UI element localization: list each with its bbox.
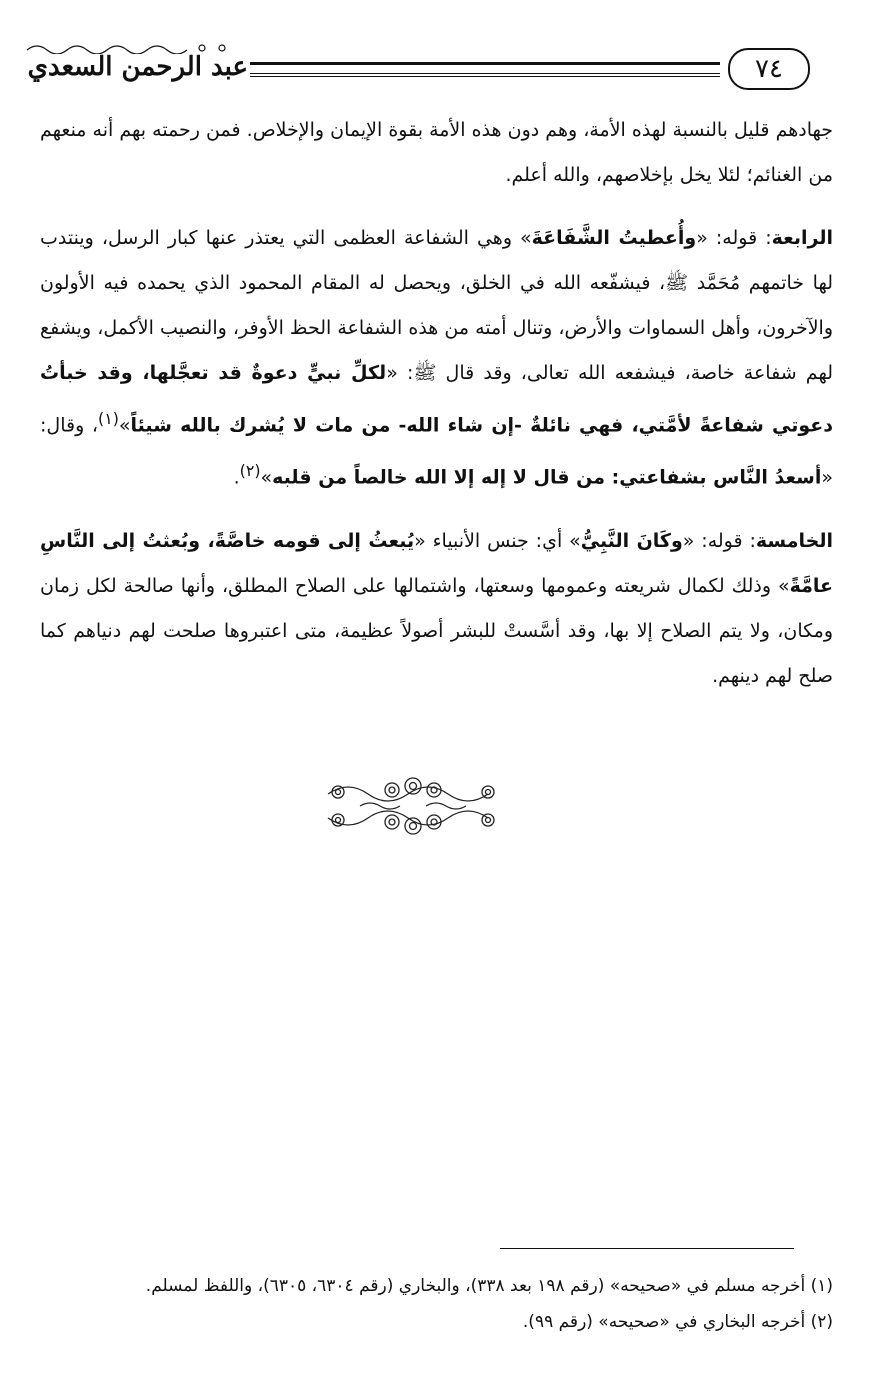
quote-shafaa: وأُعطيتُ الشَّفَاعَةَ bbox=[531, 227, 697, 249]
page-header bbox=[20, 44, 820, 100]
text-segment: » أي: جنس الأنبياء « bbox=[414, 529, 581, 552]
section-divider-ornament-icon bbox=[320, 772, 506, 838]
main-text bbox=[40, 108, 833, 699]
footnote-separator bbox=[500, 1248, 794, 1249]
page-number: ٧٤ bbox=[728, 48, 810, 90]
text-segment: » bbox=[118, 414, 131, 437]
running-head bbox=[22, 48, 252, 92]
point-label-fourth: الرابعة bbox=[771, 227, 833, 249]
text-segment: » وذلك لكمال شريعته وعمومها وسعتها، واشتمالها على الصلاح المطلق، وأنها صالحة لكل زمان ومكان، ولا يتم الصلاح إلا بها، وقد أسَّستْ للبشر أصولاً عظيمة، متى اعتبروها صلحت لهم دنياهم كما صلح لهم دينهم. bbox=[40, 574, 833, 687]
point-label-fifth: الخامسة bbox=[755, 529, 833, 552]
text-segment: . bbox=[233, 466, 240, 489]
hadith-quote-2: أسعدُ النَّاس بشفاعتي: من قال لا إله إلا الله خالصاً من قلبه bbox=[272, 466, 822, 489]
footnote-1: (١) أخرجه مسلم في «صحيحه» (رقم ١٩٨ بعد ٣٣٨)، والبخاري (رقم ٦٣٠٤، ٦٣٠٥)، واللفظ لمسلم. bbox=[145, 1276, 833, 1296]
paragraph-2 bbox=[40, 216, 833, 501]
header-double-rule bbox=[250, 62, 720, 74]
hadith-quote-3: يُبعثُ إلى قومه خاصَّةً، وبُعثتُ إلى النَّاسِ عامَّةً bbox=[40, 529, 833, 597]
paragraph-3 bbox=[40, 519, 833, 699]
text-segment: ، وقال: « bbox=[40, 414, 833, 489]
footnotes bbox=[40, 1268, 833, 1340]
text-segment: » وهي الشفاعة العظمى التي يعتذر عنها كبار الرسل، وينتدب لها خاتمهم مُحَمَّد ﷺ، فيشفّعه الله في الخلق، ويحصل له المقام المحمود الذي يحمده فيه الأولون والآخرون، وأهل السماوات والأرض، وتنال أمته من هذه الشفاعة الحظ الأوفر، والنصيب الأكمل، ويشفع لهم شفاعة خاصة، فيشفعه الله تعالى، وقد قال ﷺ: « bbox=[40, 227, 834, 384]
text-segment: : قوله: « bbox=[696, 227, 772, 249]
running-head-title: عبد الرحمن السعدي bbox=[27, 52, 248, 82]
footnote-ref-1[interactable]: (١) bbox=[98, 409, 119, 428]
header-thin-rule bbox=[250, 76, 720, 77]
quote-nabi: وكَانَ النَّبِيُّ bbox=[580, 529, 683, 552]
footnote-ref-2[interactable]: (٢) bbox=[239, 461, 261, 481]
text-segment: : قوله: « bbox=[682, 529, 756, 552]
hadith-quote-1: لكلِّ نبيٍّ دعوةٌ قد تعجَّلها، وقد خبأتُ دعوتي شفاعةً لأمَّتي، فهي نائلةٌ -إن شاء الله- من مات لا يُشرك بالله شيئاً bbox=[40, 362, 833, 437]
text-segment: » bbox=[260, 466, 273, 489]
paragraph-1: جهادهم قليل بالنسبة لهذه الأمة، وهم دون هذه الأمة بقوة الإيمان والإخلاص. فمن رحمته بهم أنه منعهم من الغنائم؛ لئلا يخل بإخلاصهم، والله أعلم. bbox=[40, 119, 833, 186]
footnote-2: (٢) أخرجه البخاري في «صحيحه» (رقم ٩٩). bbox=[522, 1312, 833, 1332]
